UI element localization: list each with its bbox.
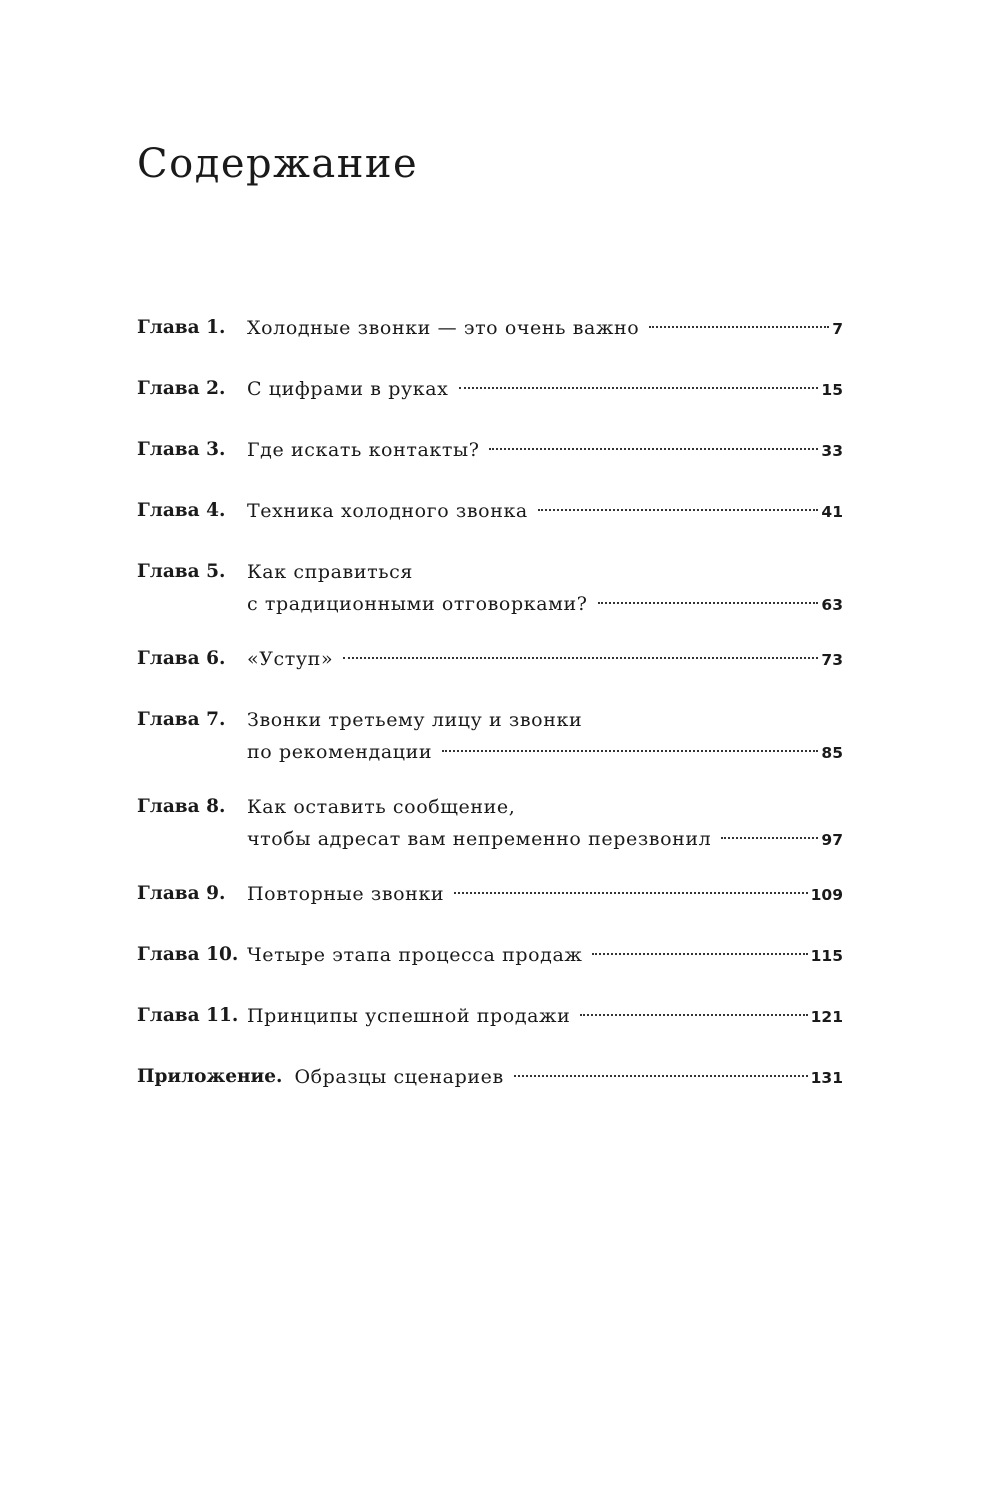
entry-body [247, 939, 843, 972]
dot-leader [538, 509, 819, 511]
page-number: 115 [810, 947, 843, 965]
page-number: 63 [821, 596, 843, 614]
entry-line [247, 312, 843, 345]
chapter-title-line-2: с традиционными отговорками? [247, 593, 588, 615]
toc-entry-chapter-10[interactable] [137, 939, 843, 972]
page-number: 85 [821, 744, 843, 762]
chapter-label: Глава 8. [137, 796, 226, 817]
entry-body [294, 1061, 843, 1094]
entry-line [247, 373, 843, 406]
dot-leader [649, 326, 829, 328]
page-number: 41 [821, 503, 843, 521]
toc-entry-chapter-8[interactable] [137, 791, 843, 856]
page-number: 109 [810, 886, 843, 904]
chapter-title: Четыре этапа процесса продаж [247, 944, 583, 966]
chapter-label: Глава 2. [137, 378, 226, 399]
entry-body [247, 791, 843, 856]
entry-line [294, 1061, 843, 1094]
chapter-label: Глава 1. [137, 317, 226, 338]
toc-entry-chapter-3[interactable] [137, 434, 843, 467]
entry-body [247, 704, 843, 769]
dot-leader [598, 602, 819, 604]
chapter-title-line-1: Звонки третьему лицу и звонки [247, 709, 583, 731]
page-title: Содержание [137, 141, 419, 187]
chapter-label: Глава 4. [137, 500, 226, 521]
chapter-title: Техника холодного звонка [247, 500, 528, 522]
dot-leader [580, 1014, 807, 1016]
entry-body [247, 556, 843, 621]
page-number: 15 [821, 381, 843, 399]
toc-entry-chapter-6[interactable] [137, 643, 843, 676]
table-of-contents [137, 312, 843, 1122]
toc-entry-chapter-5[interactable] [137, 556, 843, 621]
chapter-title: Холодные звонки — это очень важно [247, 317, 640, 339]
chapter-title: Повторные звонки [247, 883, 445, 905]
dot-leader [442, 750, 818, 752]
chapter-title: «Уступ» [247, 648, 334, 670]
chapter-label: Глава 7. [137, 709, 226, 730]
entry-line [247, 588, 843, 621]
toc-entry-chapter-1[interactable] [137, 312, 843, 345]
chapter-label: Глава 9. [137, 883, 226, 904]
chapter-title: Где искать контакты? [247, 439, 480, 461]
chapter-title-line-2: чтобы адресат вам непременно перезвонил [247, 828, 712, 850]
page-number: 73 [821, 651, 843, 669]
chapter-label: Глава 3. [137, 439, 226, 460]
page-number: 7 [832, 320, 843, 338]
entry-body [247, 495, 843, 528]
entry-line [247, 1000, 843, 1033]
entry-body [247, 643, 843, 676]
chapter-label: Глава 11. [137, 1005, 239, 1026]
entry-body [247, 373, 843, 406]
chapter-label: Глава 6. [137, 648, 226, 669]
chapter-title-line-1: Как справиться [247, 561, 413, 583]
toc-entry-chapter-11[interactable] [137, 1000, 843, 1033]
dot-leader [514, 1075, 808, 1077]
dot-leader [721, 837, 818, 839]
appendix-label: Приложение. [137, 1066, 283, 1087]
entry-body [247, 434, 843, 467]
chapter-title: С цифрами в руках [247, 378, 449, 400]
page-number: 97 [821, 831, 843, 849]
toc-entry-chapter-7[interactable] [137, 704, 843, 769]
chapter-title: Принципы успешной продажи [247, 1005, 571, 1027]
entry-body [247, 312, 843, 345]
entry-body [247, 1000, 843, 1033]
entry-line [247, 736, 843, 769]
dot-leader [454, 892, 807, 894]
entry-line [247, 495, 843, 528]
dot-leader [489, 448, 818, 450]
page-number: 131 [810, 1069, 843, 1087]
chapter-label: Глава 5. [137, 561, 226, 582]
chapter-title-line-2: по рекомендации [247, 741, 433, 763]
toc-entry-chapter-9[interactable] [137, 878, 843, 911]
appendix-title: Образцы сценариев [294, 1066, 504, 1088]
entry-line [247, 823, 843, 856]
dot-leader [592, 953, 807, 955]
entry-line [247, 939, 843, 972]
page-number: 121 [810, 1008, 843, 1026]
chapter-label: Глава 10. [137, 944, 239, 965]
entry-line [247, 434, 843, 467]
page-number: 33 [821, 442, 843, 460]
entry-body [247, 878, 843, 911]
dot-leader [459, 387, 819, 389]
entry-line [247, 643, 843, 676]
toc-entry-chapter-4[interactable] [137, 495, 843, 528]
entry-line [247, 878, 843, 911]
chapter-title-line-1: Как оставить сообщение, [247, 796, 516, 818]
dot-leader [343, 657, 818, 659]
toc-entry-appendix[interactable] [137, 1061, 843, 1094]
toc-entry-chapter-2[interactable] [137, 373, 843, 406]
